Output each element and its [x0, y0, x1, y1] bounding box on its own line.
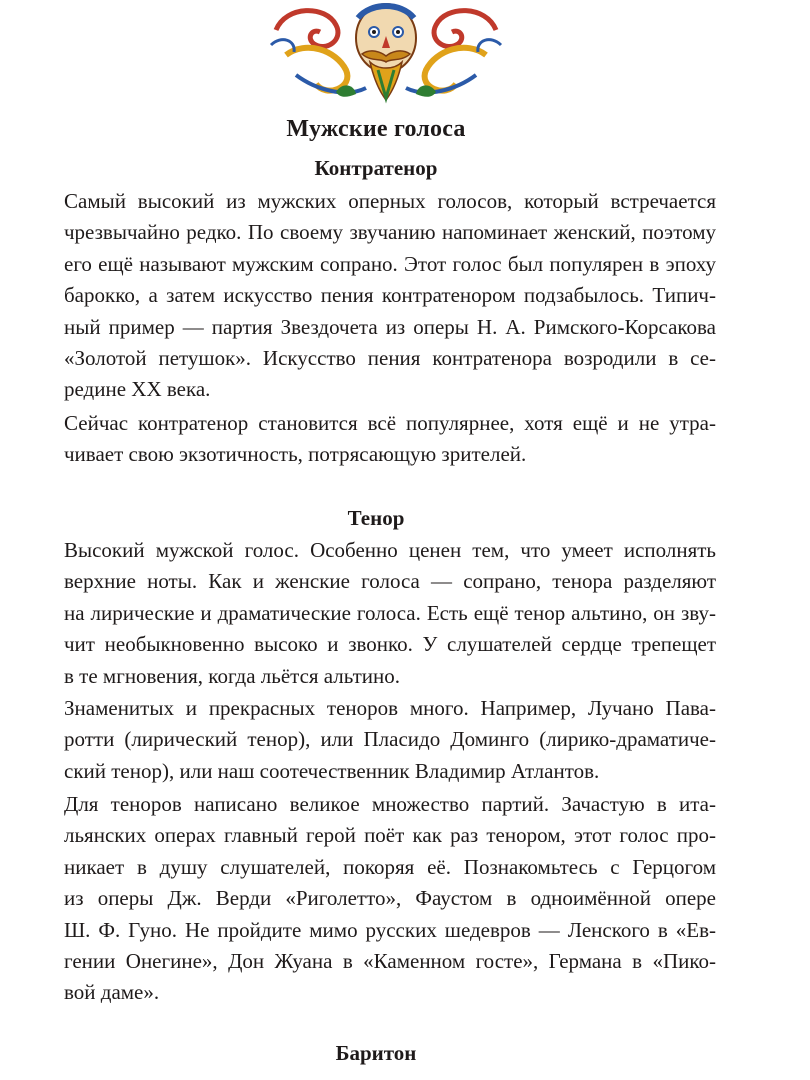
paragraph-countertenor-1 [64, 186, 716, 406]
text-line: чрезвычайно редко. По своему звучанию напоминает женский, поэтому [64, 220, 716, 245]
text-line: вой даме». [64, 980, 160, 1005]
section-heading-countertenor: Контратенор [314, 156, 438, 180]
section-heading-baritone: Баритон [335, 1041, 417, 1065]
decorative-ornament [266, 0, 506, 110]
text-line: верхние ноты. Как и женские голоса — сопрано, тенора разделяют [64, 569, 716, 594]
paragraph-tenor-3 [64, 789, 716, 1009]
page-title: Мужские голоса [286, 116, 466, 142]
text-line: льянских операх главный герой поёт как раз тенором, этот голос про- [64, 823, 716, 848]
text-line: Высокий мужской голос. Особенно ценен тем, что умеет исполнять [64, 538, 716, 562]
text-line: барокко, а затем искусство пения контратенором подзабылось. Типич- [64, 283, 716, 308]
text-line: чит необыкновенно высоко и звонко. У слушателей сердце трепещет [64, 632, 716, 657]
text-line: его ещё называют мужским сопрано. Этот голос был популярен в эпоху [64, 251, 716, 276]
paragraph-tenor-1 [64, 535, 716, 692]
text-line: гении Онегине», Дон Жуана в «Каменном госте», Германа в «Пико- [64, 949, 716, 974]
text-line: Для теноров написано великое множество партий. Зачастую в ита- [64, 792, 716, 816]
text-line: Ш. Ф. Гуно. Не пройдите мимо русских шедевров — Ленского в «Ев- [64, 917, 716, 942]
text-line: редине XX века. [64, 377, 211, 402]
text-line: ротти (лирический тенор), или Пласидо Доминго (лирико-драматиче- [64, 727, 716, 752]
text-line: ский тенор), или наш соотечественник Владимир Атлантов. [64, 758, 600, 783]
text-line: Сейчас контратенор становится всё популярнее, хотя ещё и не утра- [64, 411, 716, 435]
text-line: чивает свою экзотичность, потрясающую зрителей. [64, 442, 527, 467]
text-line: на лирические и драматические голоса. Есть ещё тенор альтино, он зву- [64, 600, 716, 625]
text-line: «Золотой петушок». Искусство пения контратенора возродили в се- [64, 346, 716, 371]
paragraph-countertenor-2 [64, 408, 716, 471]
text-line: никает в душу слушателей, покоряя её. Познакомьтесь с Герцогом [64, 854, 716, 879]
text-line: Самый высокий из мужских оперных голосов, который встречается [64, 189, 716, 213]
text-line: Знаменитых и прекрасных теноров много. Например, Лучано Пава- [64, 696, 716, 720]
paragraph-tenor-2 [64, 693, 716, 787]
text-line: в те мгновения, когда льётся альтино. [64, 663, 400, 688]
text-line: ный пример — партия Звездочета из оперы Н. А. Римского-Корсакова [64, 314, 716, 339]
text-line: из оперы Дж. Верди «Риголетто», Фаустом в одноимённой опере [64, 886, 716, 911]
section-heading-tenor: Тенор [347, 506, 405, 530]
